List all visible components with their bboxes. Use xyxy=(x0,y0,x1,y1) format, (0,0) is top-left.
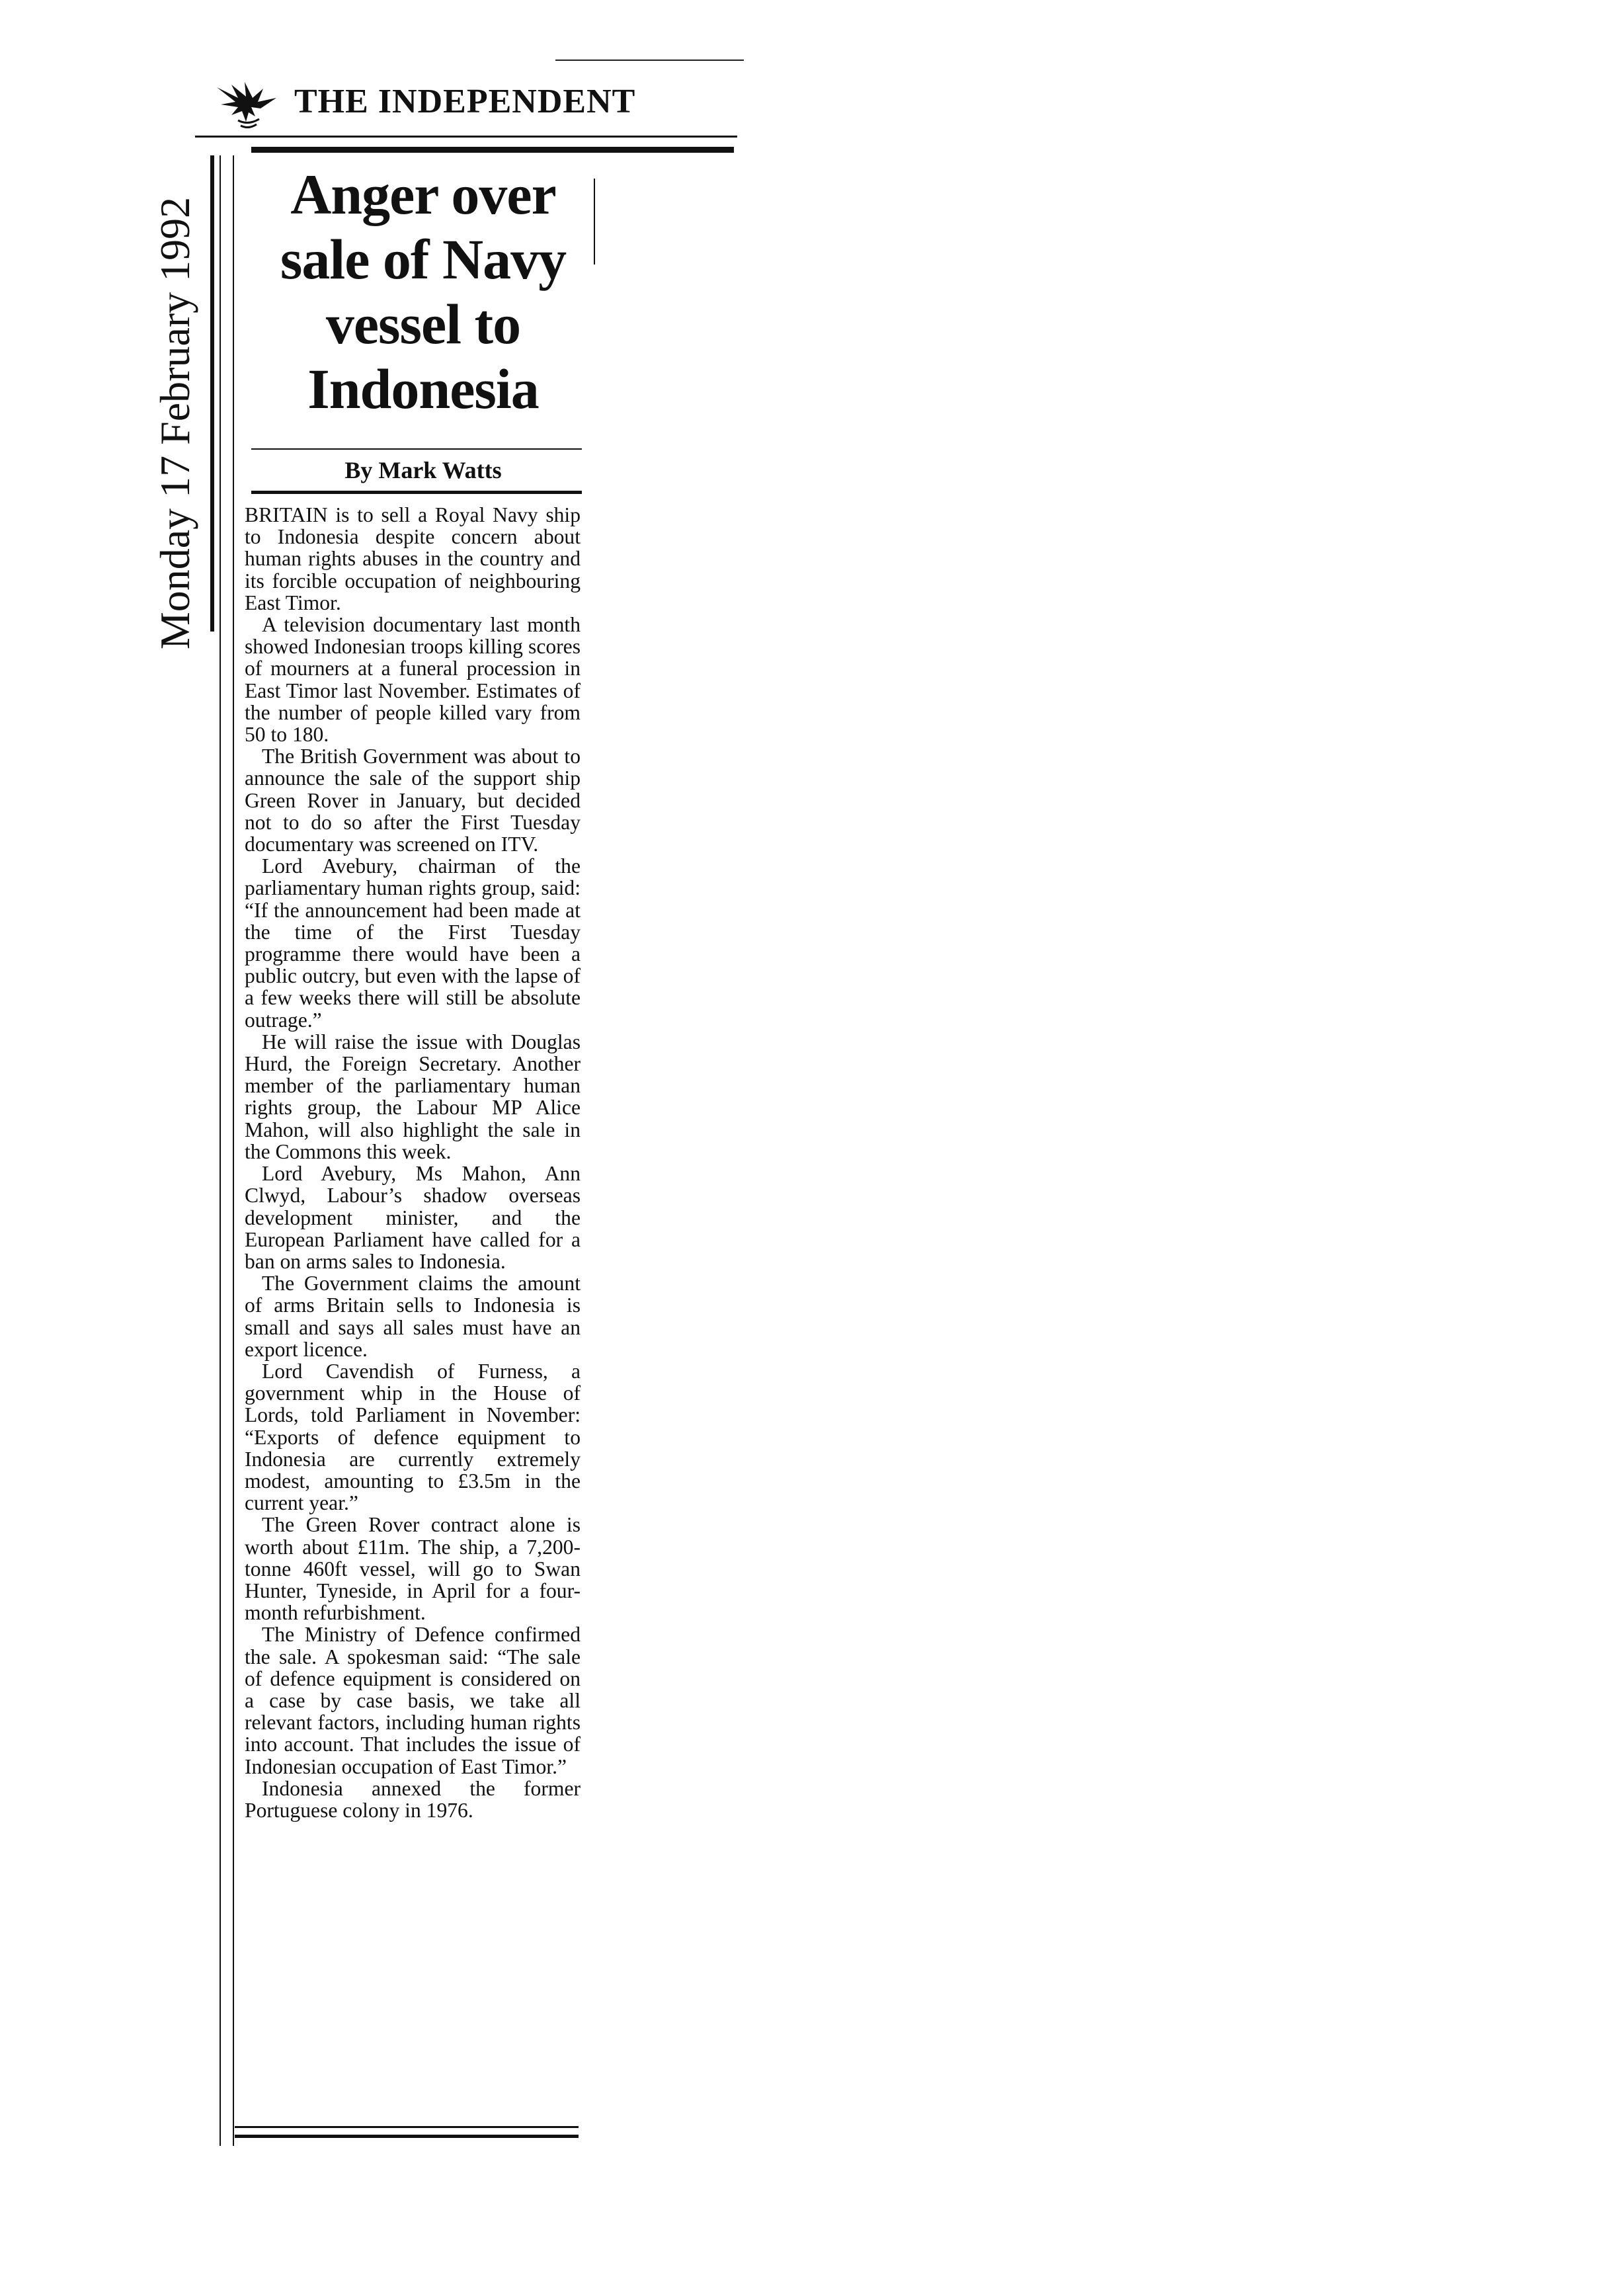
end-rule-1 xyxy=(235,2126,579,2128)
masthead-title: THE INDEPENDENT xyxy=(294,83,636,120)
end-rule-2 xyxy=(235,2135,579,2138)
masthead-thick-rule xyxy=(251,147,734,153)
paragraph: The Green Rover contract alone is worth about £11m. The ship, a 7,200-tonne 460ft vessel, will go to Swan Hunter, Tyneside, in April for a four-month refurbishment. xyxy=(245,1513,581,1625)
article-body xyxy=(245,504,581,1821)
paragraph: A television documentary last month showed Indonesian troops killing scores of mourners at a funeral procession in East Timor last November. Estimates of the number of people killed vary from 50 to 180. xyxy=(245,613,581,747)
column-rule-inner xyxy=(233,155,234,2146)
paragraph: Lord Avebury, Ms Mahon, Ann Clwyd, Labour’s shadow overseas development minister, and the European Parliament have called for a ban on arms sales to Indonesia. xyxy=(245,1162,581,1273)
date-sidebar xyxy=(145,185,205,661)
headline-line: sale of Navy xyxy=(280,227,567,291)
masthead xyxy=(212,78,714,131)
column-rule-left xyxy=(220,155,221,2146)
headline-line: Indonesia xyxy=(307,357,539,421)
paragraph: He will raise the issue with Douglas Hurd, the Foreign Secretary. Another member of the parliamentary human rights group, the Labour MP Alice Mahon, will also highlight the sale in the Commons this week. xyxy=(245,1030,581,1163)
paragraph: The Government claims the amount of arms Britain sells to Indonesia is small and says all sales must have an export licence. xyxy=(245,1272,581,1361)
paragraph: The Ministry of Defence confirmed the sale. A spokesman said: “The sale of defence equipment is considered on a case by case basis, we take all relevant factors, including human rights into account. That includes the issue of Indonesian occupation of East Timor.” xyxy=(245,1623,581,1778)
byline-rule-top xyxy=(251,448,582,450)
paragraph: BRITAIN is to sell a Royal Navy ship to Indonesia despite concern about human rights abuses in the country and its forcible occupation of neighbouring East Timor. xyxy=(245,503,581,614)
byline-rule-bottom xyxy=(251,491,582,494)
paragraph: Indonesia annexed the former Portuguese colony in 1976. xyxy=(245,1776,581,1822)
paragraph: Lord Avebury, chairman of the parliamentary human rights group, said: “If the announcement had been made at the time of the First Tuesday programme there would have been a public outcry, but even with the lapse of a few weeks there will still be absolute outrage.” xyxy=(245,854,581,1032)
masthead-rule xyxy=(195,136,737,138)
top-rule xyxy=(555,60,744,61)
eagle-icon xyxy=(212,78,284,131)
headline xyxy=(251,162,595,421)
sidebar-rule-thick xyxy=(210,155,214,632)
paragraph: Lord Cavendish of Furness, a government whip in the House of Lords, told Parliament in November: “Exports of defence equipment to Indonesia are currently extremely modest, amounting to £3.5m in the current year.” xyxy=(245,1359,581,1515)
publication-date: Monday 17 February 1992 xyxy=(151,196,198,650)
headline-line: Anger over xyxy=(290,163,556,226)
headline-line: vessel to xyxy=(325,292,521,356)
byline: By Mark Watts xyxy=(344,457,502,483)
paragraph: The British Government was about to announce the sale of the support ship Green Rover in January, but decided not to do so after the First Tuesday documentary was screened on ITV. xyxy=(245,745,581,856)
